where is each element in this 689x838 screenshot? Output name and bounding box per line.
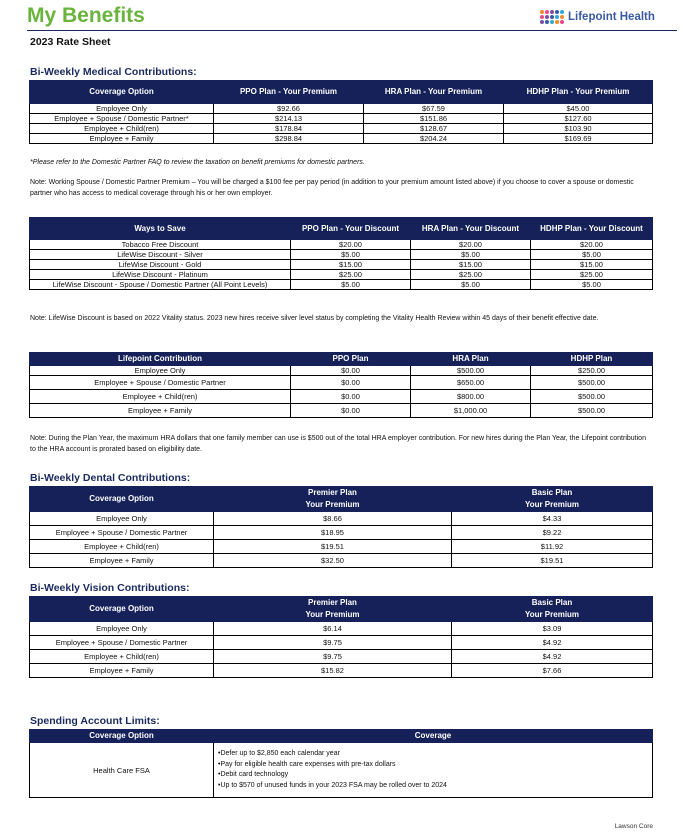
table-cell: $650.00: [411, 376, 531, 390]
table-cell: Employee + Child(ren): [30, 540, 214, 554]
table-row: [30, 664, 653, 678]
fsa-coverage-cell: [214, 743, 653, 798]
table-cell: $250.00: [531, 366, 653, 376]
dental-table: [29, 486, 653, 568]
table-cell: LifeWise Discount - Silver: [30, 250, 291, 260]
table-row: [30, 526, 653, 540]
table-cell: $9.75: [214, 650, 452, 664]
table-row: [30, 240, 653, 250]
logo-dots-icon: [540, 10, 564, 24]
table-cell: $0.00: [291, 366, 411, 376]
table-cell: $9.75: [214, 636, 452, 650]
table-cell: $500.00: [411, 366, 531, 376]
table-cell: $8.66: [214, 512, 452, 526]
lifepoint-contribution-table: [29, 352, 653, 418]
table-cell: $500.00: [531, 376, 653, 390]
table-cell: Tobacco Free Discount: [30, 240, 291, 250]
table-row: [30, 540, 653, 554]
table-cell: $178.84: [214, 124, 364, 134]
table-row: [30, 260, 653, 270]
table-cell: $500.00: [531, 390, 653, 404]
table-cell: $20.00: [291, 240, 411, 250]
table-cell: $19.51: [452, 554, 653, 568]
table-cell: $5.00: [531, 280, 653, 290]
column-subheader: Your Premium: [452, 609, 653, 622]
table-cell: Employee + Family: [30, 404, 291, 418]
domestic-partner-footnote: *Please refer to the Domestic Partner FAQ to review the taxation on benefit premiums for domestic partners.: [30, 159, 365, 166]
table-cell: $15.00: [291, 260, 411, 270]
medical-heading: Bi-Weekly Medical Contributions:: [30, 66, 197, 78]
table-cell: $1,000.00: [411, 404, 531, 418]
table-cell: Employee Only: [30, 104, 214, 114]
table-cell: Employee + Spouse / Domestic Partner: [30, 636, 214, 650]
working-spouse-note: Note: Working Spouse / Domestic Partner Premium – You will be charged a $100 fee per pay period (in addition to your premium amount listed above) if you choose to cover a spouse or domestic partner who has access to medical coverage through his or her own employer.: [30, 179, 634, 197]
table-cell: $127.60: [504, 114, 653, 124]
table-row: [30, 280, 653, 290]
column-header: Premier Plan: [214, 487, 452, 499]
column-header: PPO Plan: [291, 353, 411, 366]
column-header: HRA Plan - Your Premium: [364, 81, 504, 104]
table-cell: Employee Only: [30, 622, 214, 636]
table-cell: $20.00: [531, 240, 653, 250]
table-row: [30, 104, 653, 114]
table-cell: $800.00: [411, 390, 531, 404]
table-row: [30, 114, 653, 124]
column-header: Coverage Option: [30, 730, 214, 743]
column-header: Coverage Option: [30, 81, 214, 104]
table-cell: Employee + Child(ren): [30, 650, 214, 664]
hra-note: Note: During the Plan Year, the maximum HRA dollars that one family member can use is $500 out of the total HRA employer contribution. For new hires during the Plan Year, the Lifepoint contribution to the HRA account is prorated based on eligibility date.: [30, 435, 646, 453]
company-logo: [540, 5, 655, 29]
table-cell: $128.67: [364, 124, 504, 134]
column-header: Coverage: [214, 730, 653, 743]
table-cell: Employee + Family: [30, 664, 214, 678]
medical-table: [29, 80, 653, 144]
table-cell: $5.00: [291, 250, 411, 260]
table-cell: $298.84: [214, 134, 364, 144]
table-cell: Employee Only: [30, 366, 291, 376]
column-header: HDHP Plan - Your Discount: [531, 218, 653, 240]
column-header: HRA Plan - Your Discount: [411, 218, 531, 240]
footer-label: Lawson Core: [614, 823, 653, 830]
vision-heading: Bi-Weekly Vision Contributions:: [30, 582, 190, 594]
dental-heading: Bi-Weekly Dental Contributions:: [30, 472, 191, 484]
table-cell: $5.00: [411, 250, 531, 260]
table-cell: $0.00: [291, 404, 411, 418]
table-cell: $4.92: [452, 650, 653, 664]
table-cell: $0.00: [291, 376, 411, 390]
table-cell: $9.22: [452, 526, 653, 540]
column-header: PPO Plan - Your Discount: [291, 218, 411, 240]
table-cell: $4.33: [452, 512, 653, 526]
list-item: • Defer up to $2,850 each calendar year: [218, 749, 652, 760]
table-cell: $19.51: [214, 540, 452, 554]
column-header: Premier Plan: [214, 597, 452, 609]
table-row: [30, 376, 653, 390]
fsa-coverage-list: [214, 749, 652, 791]
table-cell: $92.66: [214, 104, 364, 114]
table-row: [30, 366, 653, 376]
table-cell: $45.00: [504, 104, 653, 114]
table-row: [30, 554, 653, 568]
page-title: My Benefits: [27, 4, 145, 27]
table-cell: $6.14: [214, 622, 452, 636]
table-cell: $204.24: [364, 134, 504, 144]
column-header: Basic Plan: [452, 487, 653, 499]
list-item: • Up to $570 of unused funds in your 2023 FSA may be rolled over to 2024: [218, 781, 652, 792]
table-cell: LifeWise Discount - Platinum: [30, 270, 291, 280]
column-header: Lifepoint Contribution: [30, 353, 291, 366]
table-cell: Employee + Family: [30, 134, 214, 144]
table-cell: $15.82: [214, 664, 452, 678]
table-cell: $7.66: [452, 664, 653, 678]
spending-table: [29, 729, 653, 798]
header-divider: [27, 30, 677, 31]
table-cell: $5.00: [411, 280, 531, 290]
list-item: • Pay for eligible health care expenses with pre-tax dollars: [218, 760, 652, 771]
table-cell: Employee Only: [30, 512, 214, 526]
column-header: Basic Plan: [452, 597, 653, 609]
table-cell: $25.00: [531, 270, 653, 280]
column-header: Coverage Option: [30, 597, 214, 622]
table-cell: Employee + Child(ren): [30, 390, 291, 404]
table-row: [30, 124, 653, 134]
column-subheader: Your Premium: [214, 499, 452, 512]
table-cell: $15.00: [411, 260, 531, 270]
table-row: [30, 404, 653, 418]
list-item: • Debit card technology: [218, 770, 652, 781]
ways-to-save-table: [29, 217, 653, 290]
column-header: HDHP Plan: [531, 353, 653, 366]
table-cell: $4.92: [452, 636, 653, 650]
column-subheader: Your Premium: [452, 499, 653, 512]
table-row: [30, 250, 653, 260]
table-cell: $20.00: [411, 240, 531, 250]
table-row: [30, 390, 653, 404]
table-cell: $18.95: [214, 526, 452, 540]
table-row: [30, 650, 653, 664]
table-cell: $25.00: [411, 270, 531, 280]
table-cell: $0.00: [291, 390, 411, 404]
table-cell: $32.50: [214, 554, 452, 568]
table-cell: $5.00: [531, 250, 653, 260]
table-cell: $67.59: [364, 104, 504, 114]
table-cell: $500.00: [531, 404, 653, 418]
lifewise-note: Note: LifeWise Discount is based on 2022 Vitality status. 2023 new hires receive silver level status by completing the Vitality Health Review within 45 days of their benefit effective date.: [30, 315, 599, 322]
column-header: Coverage Option: [30, 487, 214, 512]
logo-text: Lifepoint Health: [568, 11, 655, 23]
table-cell: $169.69: [504, 134, 653, 144]
column-header: Ways to Save: [30, 218, 291, 240]
table-row: [30, 134, 653, 144]
table-cell: $3.09: [452, 622, 653, 636]
table-row: [30, 622, 653, 636]
table-cell: Employee + Child(ren): [30, 124, 214, 134]
spending-heading: Spending Account Limits:: [30, 715, 160, 727]
vision-table: [29, 596, 653, 678]
table-row: [30, 636, 653, 650]
table-row: [30, 743, 653, 798]
table-cell: $11.92: [452, 540, 653, 554]
table-cell: $214.13: [214, 114, 364, 124]
table-cell: LifeWise Discount - Gold: [30, 260, 291, 270]
table-cell: Employee + Spouse / Domestic Partner: [30, 376, 291, 390]
table-cell: Employee + Spouse / Domestic Partner*: [30, 114, 214, 124]
table-row: [30, 512, 653, 526]
table-cell: LifeWise Discount - Spouse / Domestic Partner (All Point Levels): [30, 280, 291, 290]
table-cell: $151.86: [364, 114, 504, 124]
table-cell: $25.00: [291, 270, 411, 280]
table-cell: $5.00: [291, 280, 411, 290]
column-header: PPO Plan - Your Premium: [214, 81, 364, 104]
table-cell: $103.90: [504, 124, 653, 134]
page-subtitle: 2023 Rate Sheet: [30, 36, 111, 48]
table-cell: Health Care FSA: [30, 743, 214, 798]
table-cell: $15.00: [531, 260, 653, 270]
table-cell: Employee + Spouse / Domestic Partner: [30, 526, 214, 540]
table-row: [30, 270, 653, 280]
column-header: HDHP Plan - Your Premium: [504, 81, 653, 104]
column-subheader: Your Premium: [214, 609, 452, 622]
table-cell: Employee + Family: [30, 554, 214, 568]
column-header: HRA Plan: [411, 353, 531, 366]
